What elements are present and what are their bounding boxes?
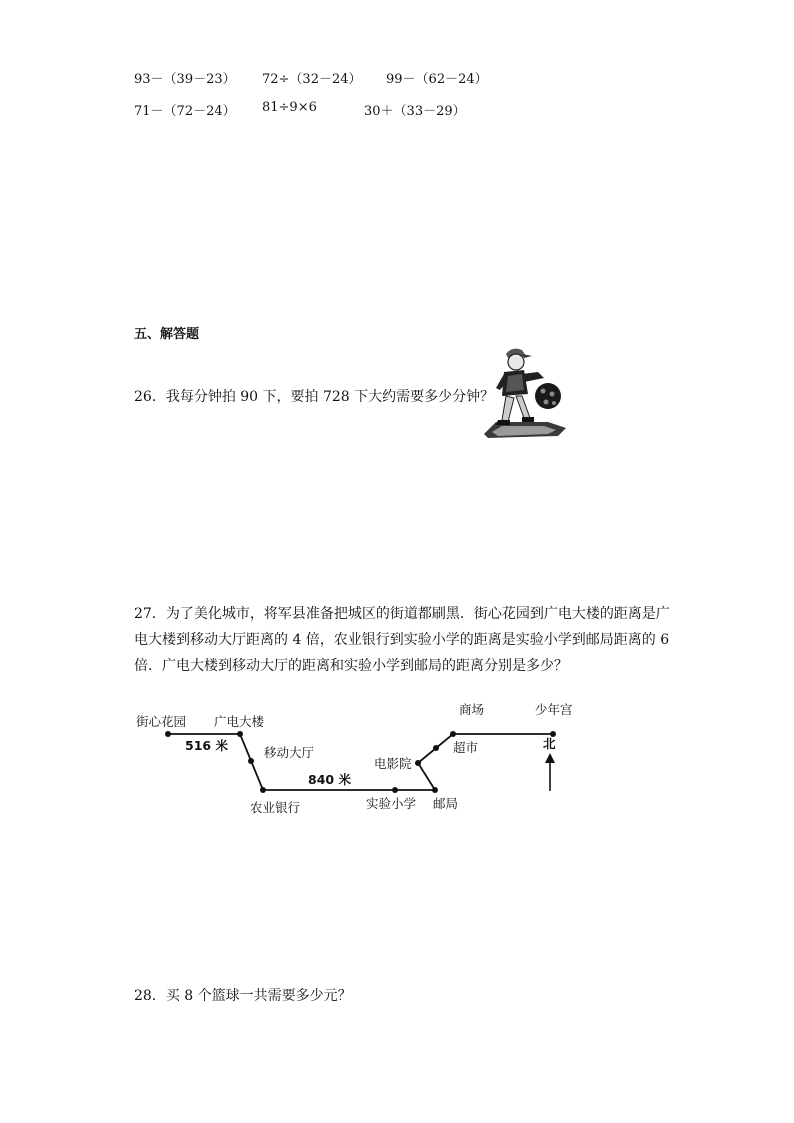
label-youth-palace: 少年宫	[535, 702, 573, 717]
label-school: 实验小学	[366, 796, 417, 811]
question-27	[134, 601, 674, 679]
section-title: 五、解答题	[134, 327, 200, 342]
cinema-node	[415, 760, 421, 766]
question-27-line-2: 电大楼到移动大厅距离的 4 倍，农业银行到实验小学的距离是实验小学到邮局距离的 6	[134, 632, 670, 648]
question-26: 26．我每分钟拍 90 下，要拍 728 下大约需要多少分钟？	[134, 389, 495, 405]
label-cinema: 电影院	[374, 756, 412, 771]
expression-1: 93－（39－23）	[134, 72, 236, 87]
question-28: 28．买 8 个篮球一共需要多少元？	[134, 988, 352, 1004]
label-distance-1: 516 米	[185, 738, 228, 753]
expression-2: 72÷（32－24）	[262, 72, 362, 87]
question-27-line-3: 倍．广电大楼到移动大厅的距离和实验小学到邮局的距离分别是多少？	[134, 658, 568, 674]
label-bank: 农业银行	[250, 800, 301, 815]
expression-6: 30＋（33－29）	[364, 104, 466, 119]
expression-5: 81÷9×6	[262, 100, 317, 115]
post-office-node	[432, 787, 438, 793]
question-27-line-1: 27．为了美化城市，将军县准备把城区的街道都刷黑．街心花园到广电大楼的距离是广	[134, 606, 670, 622]
boy-with-ball-illustration	[478, 342, 574, 440]
mall-node	[450, 731, 456, 737]
bank-node	[260, 787, 266, 793]
supermarket-node	[433, 745, 439, 751]
expression-4: 71－（72－24）	[134, 104, 236, 119]
school-node	[392, 787, 398, 793]
garden-node	[165, 731, 171, 737]
label-tv-building: 广电大楼	[214, 714, 265, 729]
label-north: 北	[543, 736, 556, 751]
street-map	[130, 695, 600, 825]
label-mobile-hall: 移动大厅	[264, 745, 315, 760]
label-supermarket: 超市	[453, 740, 479, 755]
label-mall: 商场	[459, 702, 485, 717]
label-distance-2: 840 米	[308, 772, 351, 787]
north-arrow-head-icon	[545, 753, 555, 763]
label-garden: 街心花园	[136, 714, 187, 729]
mobile-hall-node	[248, 758, 254, 764]
label-post-office: 邮局	[433, 796, 459, 811]
tv-building-node	[237, 731, 243, 737]
expression-3: 99－（62－24）	[386, 72, 488, 87]
